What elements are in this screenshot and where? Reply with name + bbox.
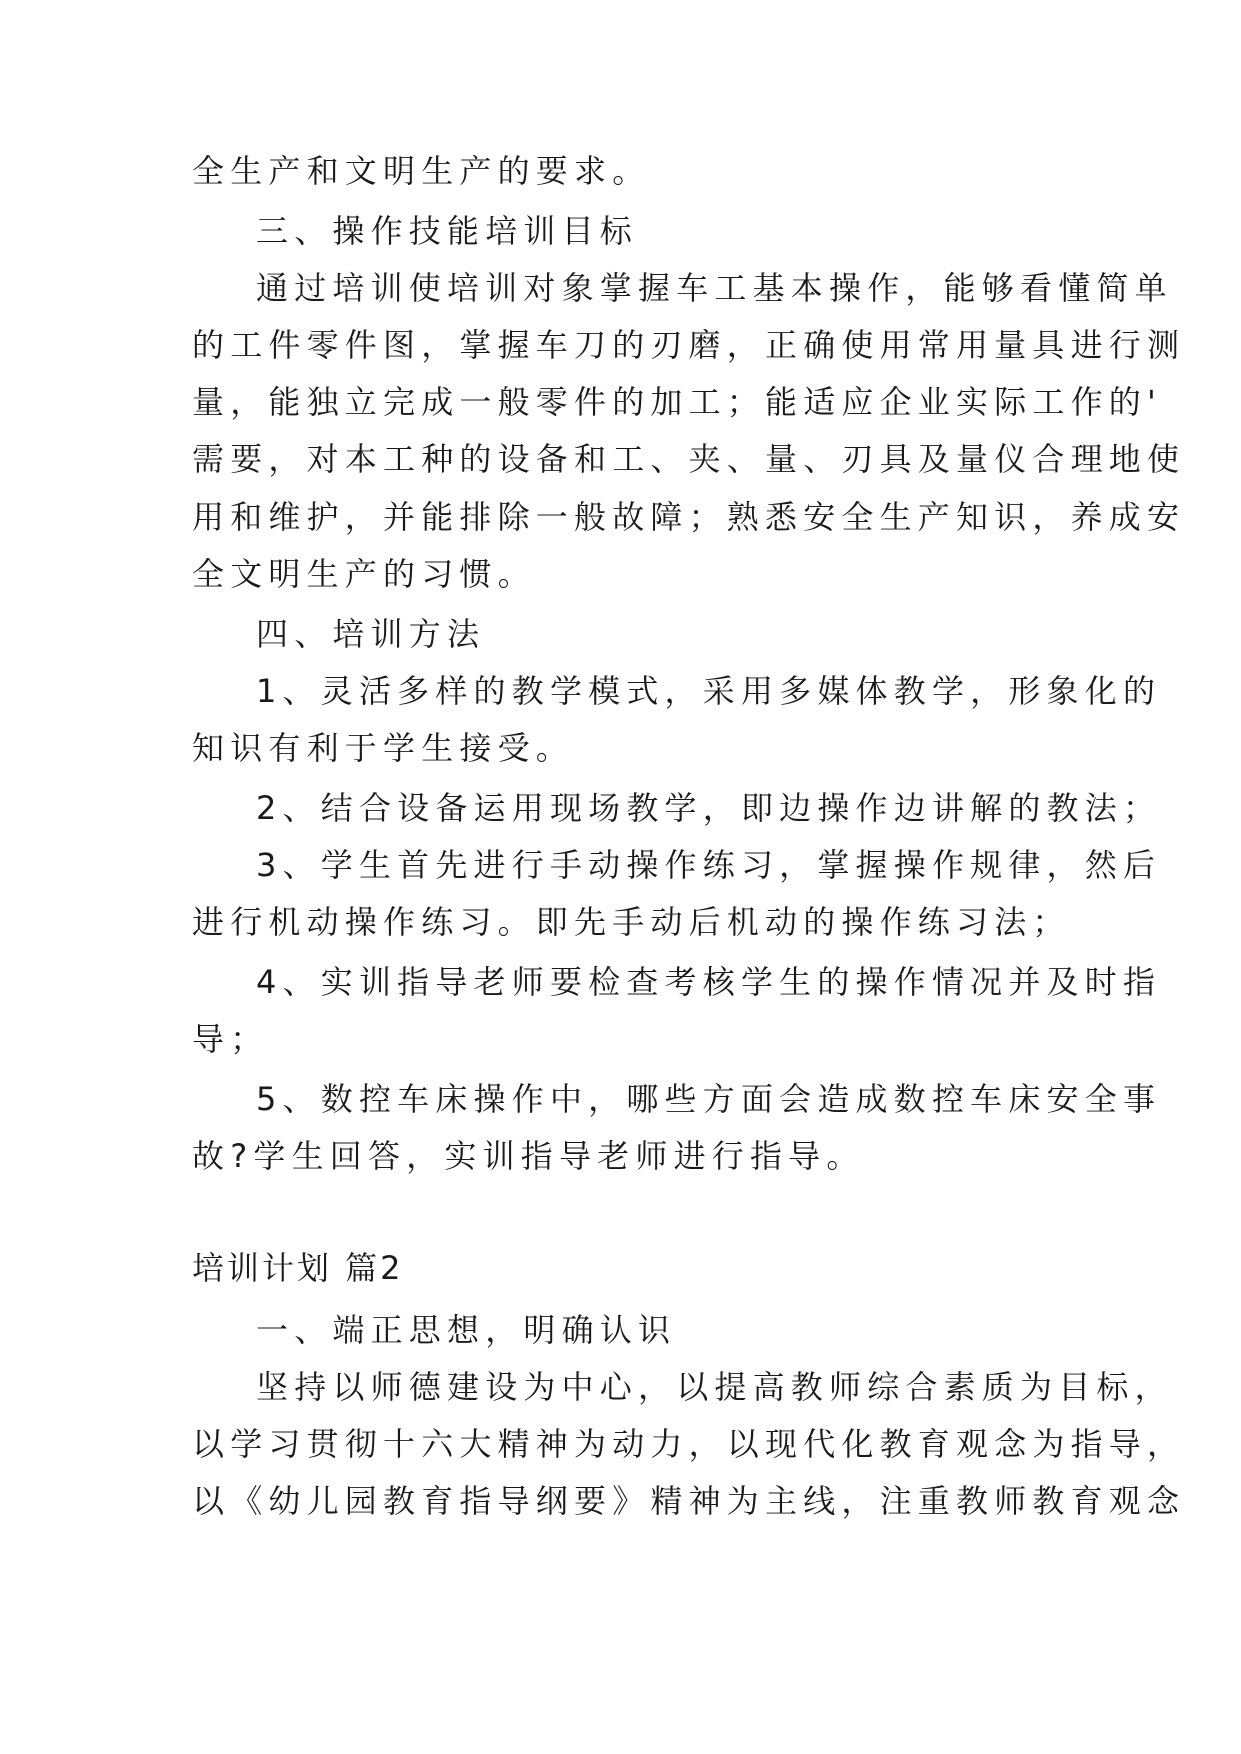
text-line: 知识有利于学生接受。 [192,729,575,767]
list-item: 1、灵活多样的教学模式，采用多媒体教学，形象化的 [256,672,1162,710]
text-line: 故?学生回答，实训指导老师进行指导。 [192,1137,865,1175]
text-line: 以学习贯彻十六大精神为动力，以现代化教育观念为指导， [192,1425,1186,1463]
text-line: 全生产和文明生产的要求。 [192,152,651,190]
text-line: 进行机动操作练习。即先手动后机动的操作练习法； [192,903,1071,941]
text-line: 需要，对本工种的设备和工、夹、量、刃具及量仪合理地使 [192,440,1186,478]
section-heading: 四、培训方法 [256,615,486,653]
list-item: 2、结合设备运用现场教学，即边操作边讲解的教法； [256,789,1162,827]
text-line: 坚持以师德建设为中心，以提高教师综合素质为目标， [256,1368,1173,1406]
text-line: 以《幼儿园教育指导纲要》精神为主线，注重教师教育观念 [192,1482,1186,1520]
text-line: 量，能独立完成一般零件的加工；能适应企业实际工作的' [192,383,1162,421]
text-line: 导； [192,1020,269,1058]
section-heading: 三、操作技能培训目标 [256,212,639,250]
text-line: 通过培训使培训对象掌握车工基本操作，能够看懂简单 [256,269,1173,307]
list-item: 3、学生首先进行手动操作练习，掌握操作规律，然后 [256,846,1162,884]
list-item: 5、数控车床操作中，哪些方面会造成数控车床安全事 [256,1080,1162,1118]
plan-title: 培训计划 篇2 [192,1249,404,1287]
text-line: 的工件零件图，掌握车刀的刃磨，正确使用常用量具进行测 [192,326,1186,364]
text-line: 用和维护，并能排除一般故障；熟悉安全生产知识，养成安 [192,498,1186,536]
list-item: 4、实训指导老师要检查考核学生的操作情况并及时指 [256,963,1162,1001]
section-heading: 一、端正思想，明确认识 [256,1311,677,1349]
text-line: 全文明生产的习惯。 [192,555,536,593]
